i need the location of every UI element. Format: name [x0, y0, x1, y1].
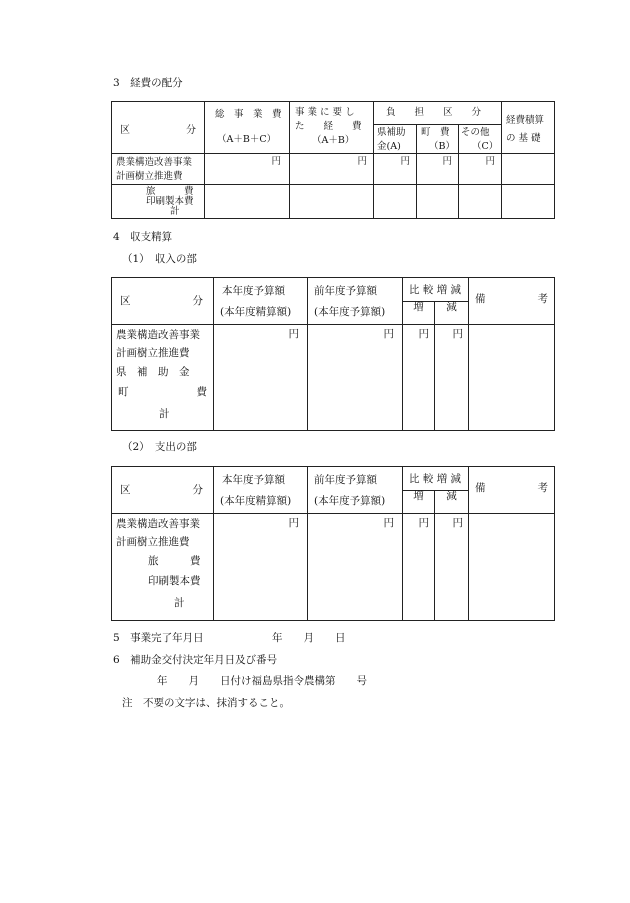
row-travel-print-total-labels: 旅 費 印刷製本費 計: [112, 185, 205, 219]
expense-row-labels: 農業構造改善事業 計画樹立推進費 旅 費 印刷製本費 計: [112, 514, 214, 621]
section-5-date: 年 月 日: [272, 632, 346, 644]
income-heading: （1） 収入の部: [122, 253, 197, 265]
expense-heading: （2） 支出の部: [122, 441, 197, 453]
income-increase-yen: 円: [403, 325, 435, 431]
header-other: その他 （C）: [459, 125, 502, 154]
header-town-cost: 町 費 （B）: [417, 125, 459, 154]
expense-prev-year-yen: 円: [308, 514, 403, 621]
expense-header-this-year: 本年度予算額 (本年度精算額): [214, 467, 308, 514]
cell-other-yen: 円: [459, 154, 502, 185]
expense-header-remarks: 備 考: [469, 467, 555, 514]
income-header-decrease: 減: [435, 302, 469, 325]
cell-total-yen: 円: [205, 154, 290, 185]
income-header-kubun: 区 分: [112, 278, 214, 325]
header-pref-subsidy: 県補助 金(A): [374, 125, 417, 154]
income-prev-year-yen: 円: [308, 325, 403, 431]
section-5-label: 5 事業完了年月日: [113, 632, 204, 644]
header-total-cost: 総 事 業 費 （A＋B＋C）: [205, 102, 290, 154]
footnote: 注 不要の文字は、抹消すること。: [122, 697, 290, 709]
expense-this-year-yen: 円: [214, 514, 308, 621]
income-row-labels: 農業構造改善事業 計画樹立推進費 県 補 助 金 町 費 計: [112, 325, 214, 431]
income-header-comparison: 比 較 増 減: [403, 278, 469, 302]
cell-town-yen: 円: [417, 154, 459, 185]
section-4-heading: 4 収支精算: [113, 231, 173, 243]
income-header-prev-year: 前年度予算額 (本年度予算額): [308, 278, 403, 325]
income-table: [111, 277, 555, 431]
expense-header-increase: 増: [403, 491, 435, 514]
income-header-this-year: 本年度予算額 (本年度精算額): [214, 278, 308, 325]
expense-decrease-yen: 円: [435, 514, 469, 621]
income-remarks-cell: [469, 325, 555, 431]
expense-header-comparison: 比 較 増 減: [403, 467, 469, 491]
income-header-remarks: 備 考: [469, 278, 555, 325]
income-header-increase: 増: [403, 302, 435, 325]
expense-remarks-cell: [469, 514, 555, 621]
expense-allocation-table: [111, 101, 555, 219]
cell-basis: [502, 154, 555, 185]
expense-header-prev-year: 前年度予算額 (本年度予算額): [308, 467, 403, 514]
expense-increase-yen: 円: [403, 514, 435, 621]
cell-needed-yen: 円: [290, 154, 374, 185]
header-kubun: 区 分: [112, 102, 205, 154]
income-this-year-yen: 円: [214, 325, 308, 431]
section-6-detail: 年 月 日付け福島県指令農構第 号: [157, 675, 367, 687]
header-burden-division: 負 担 区 分: [374, 102, 502, 125]
section-3-heading: 3 経費の配分: [113, 77, 183, 89]
expense-header-decrease: 減: [435, 491, 469, 514]
header-needed-cost: 事 業 に 要 し た 経 費 （A＋B）: [290, 102, 374, 154]
row-promotion-label: 農業構造改善事業 計画樹立推進費: [112, 154, 205, 185]
income-decrease-yen: 円: [435, 325, 469, 431]
header-basis: 経費積算 の 基 礎: [502, 102, 555, 154]
section-6-label: 6 補助金交付決定年月日及び番号: [113, 654, 278, 666]
expense-header-kubun: 区 分: [112, 467, 214, 514]
cell-pref-yen: 円: [374, 154, 417, 185]
expense-table: [111, 466, 555, 621]
